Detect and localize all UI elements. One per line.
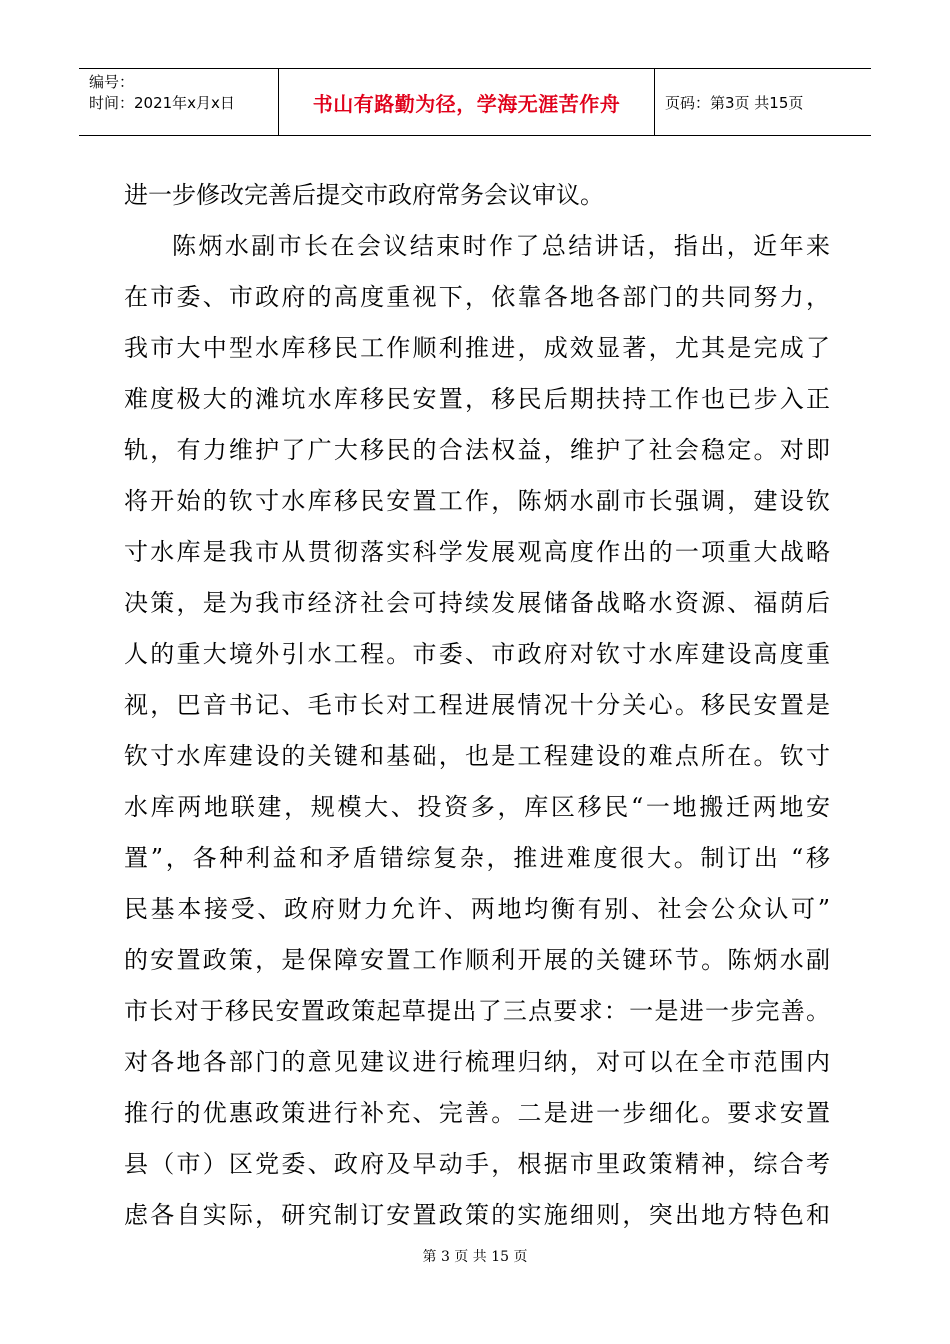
body-line: 视，巴音书记、毛市长对工程进展情况十分关心。移民安置是 (124, 691, 830, 719)
document-number-label: 编号： (89, 73, 135, 91)
body-line: 寸水库是我市从贯彻落实科学发展观高度作出的一项重大战略 (124, 538, 830, 566)
body-line: 进一步修改完善后提交市政府常务会议审议。 (124, 181, 604, 209)
header-page-info: 页码：第3页 共15页 (665, 93, 804, 112)
body-line: 钦寸水库建设的关键和基础，也是工程建设的难点所在。钦寸 (124, 742, 830, 770)
body-line: 对各地各部门的意见建议进行梳理归纳，对可以在全市范围内 (124, 1048, 830, 1076)
body-line: 在市委、市政府的高度重视下，依靠各地各部门的共同努力， (124, 283, 830, 311)
page-footer: 第 3 页 共 15 页 (422, 1249, 528, 1265)
body-line: 市长对于移民安置政策起草提出了三点要求：一是进一步完善。 (124, 997, 830, 1025)
body-line: 将开始的钦寸水库移民安置工作，陈炳水副市长强调，建设钦 (124, 487, 830, 515)
body-line: 推行的优惠政策进行补充、完善。二是进一步细化。要求安置 (124, 1099, 830, 1127)
body-line: 决策，是为我市经济社会可持续发展储备战略水资源、福荫后 (124, 589, 830, 617)
body-line: 县（市）区党委、政府及早动手，根据市里政策精神，综合考 (124, 1150, 830, 1178)
body-line: 难度极大的滩坑水库移民安置，移民后期扶持工作也已步入正 (124, 385, 830, 413)
body-line: 的安置政策，是保障安置工作顺利开展的关键环节。陈炳水副 (124, 946, 830, 974)
body-line: 虑各自实际，研究制订安置政策的实施细则，突出地方特色和 (124, 1201, 830, 1229)
body-line: 轨，有力维护了广大移民的合法权益，维护了社会稳定。对即 (124, 436, 830, 464)
document-time-label: 时间：2021年x月x日 (89, 94, 235, 112)
body-line: 民基本接受、政府财力允许、两地均衡有别、社会公众认可” (124, 895, 830, 923)
body-line: 我市大中型水库移民工作顺利推进，成效显著，尤其是完成了 (124, 334, 830, 362)
body-line: 陈炳水副市长在会议结束时作了总结讲话，指出，近年来 (172, 232, 830, 260)
header-meta (79, 69, 279, 135)
body-line: 人的重大境外引水工程。市委、市政府对钦寸水库建设高度重 (124, 640, 830, 668)
page-header (79, 68, 871, 136)
body-line: 水库两地联建，规模大、投资多，库区移民“一地搬迁两地安 (124, 793, 830, 821)
header-motto: 书山有路勤为径，学海无涯苦作舟 (279, 69, 655, 135)
body-line: 置”，各种利益和矛盾错综复杂，推进难度很大。制订出 “移 (124, 844, 830, 872)
document-body (124, 170, 830, 1241)
